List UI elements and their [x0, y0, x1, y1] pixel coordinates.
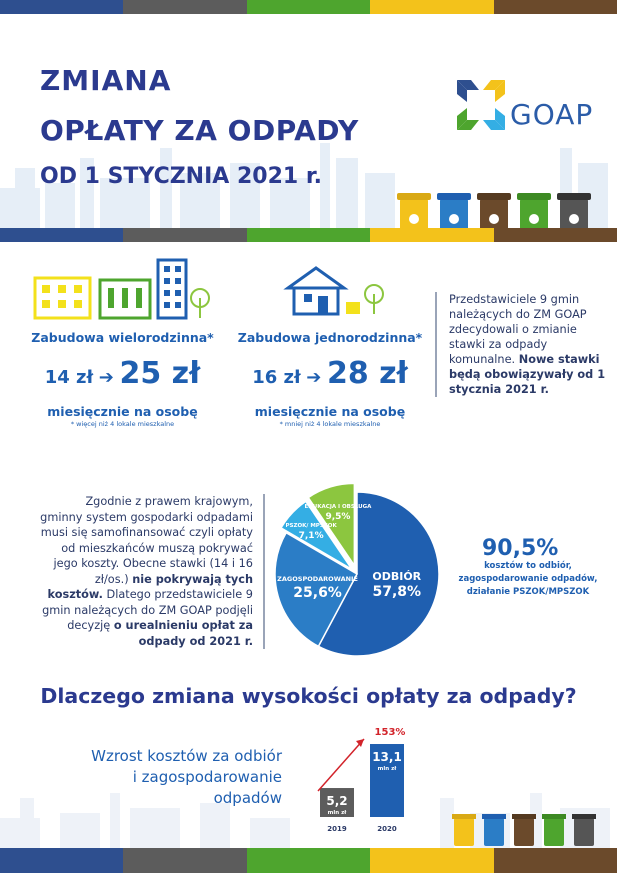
- single-family-label: Zabudowa jednorodzinna*: [237, 330, 423, 345]
- section-question-heading: Dlaczego zmiana wysokości opłaty za odpady?: [40, 684, 577, 708]
- summary-description: kosztów to odbiór, zagospodarowanie odpadów, działanie PSZOK/MPSZOK: [458, 561, 598, 597]
- bar-category-2020: 2020: [377, 825, 397, 833]
- cost-growth-line-1: Wzrost kosztów za odbiór: [91, 747, 282, 765]
- law-bold-2: o urealnieniu opłat za odpady od 2021 r.: [113, 619, 253, 648]
- single-monthly: miesięcznie na osobę: [254, 404, 406, 419]
- multi-monthly: miesięcznie na osobę: [47, 404, 198, 419]
- summary-percent: 90,5%: [482, 536, 559, 561]
- pie-value-2: 7,1%: [298, 531, 324, 542]
- pie-label-3: EDUKACJA I OBSŁUGA: [304, 504, 372, 511]
- pie-label-0: ODBIÓR: [372, 569, 422, 583]
- cost-bar-chart: [308, 717, 428, 842]
- pie-value-0: 57,8%: [372, 583, 422, 600]
- pie-label-1: ZAGOSPODAROWANIE: [277, 575, 358, 584]
- middle-color-stripe: [0, 228, 617, 242]
- decision-info-bold: Nowe stawki będą obowiązywały od 1 stycznia 2021 r.: [449, 353, 606, 396]
- growth-arrow-line: [318, 739, 364, 791]
- law-text-2: Dlatego przedstawiciele 9 gmin należących do ZM GOAP podjęli decyzję: [42, 588, 253, 632]
- cost-growth-line-2: i zagospodarowanie odpadów: [132, 768, 282, 807]
- apartment-buildings-icon: [30, 258, 215, 320]
- bar-value-2020: 13,1: [372, 750, 402, 765]
- multi-family-rate: [30, 356, 215, 391]
- goap-logo-text: GOAP: [510, 98, 594, 131]
- bar-unit-2020: mln zł: [377, 766, 397, 773]
- arrow-right-icon: ➔: [98, 367, 114, 388]
- pie-value-1: 25,6%: [293, 585, 342, 602]
- law-info-box: [40, 494, 265, 649]
- cost-pie-chart: [272, 478, 442, 663]
- multi-old-rate: 14 zł: [44, 367, 94, 388]
- header: [0, 14, 617, 228]
- title-line-3: OD 1 STYCZNIA 2021 r.: [40, 164, 322, 189]
- pie-label-2: PSZOK/ MPSZOK: [285, 523, 337, 530]
- multi-new-rate: 25 zł: [119, 356, 201, 391]
- bar-category-2019: 2019: [327, 825, 347, 833]
- house-icon: [282, 266, 392, 316]
- waste-bins-illustration: [395, 187, 595, 228]
- bottom-color-stripe: [0, 848, 617, 873]
- waste-bins-footer-illustration: [450, 810, 600, 848]
- decision-info-box: [435, 292, 610, 397]
- single-footnote: * mniej niż 4 lokale mieszkalne: [279, 420, 381, 428]
- multi-footnote: * więcej niż 4 lokale mieszkalne: [70, 420, 175, 428]
- bar-value-2019: 5,2: [326, 794, 348, 809]
- title-line-2: OPŁATY ZA ODPADY: [40, 114, 359, 147]
- title-line-1: ZMIANA: [40, 64, 172, 97]
- cost-growth-label: [60, 746, 282, 809]
- single-family-rate: [235, 356, 425, 391]
- bar-unit-2019: mln zł: [327, 810, 347, 817]
- single-old-rate: 16 zł: [252, 367, 301, 388]
- law-bold-1: nie pokrywają tych kosztów.: [47, 572, 253, 601]
- multi-family-label: Zabudowa wielorodzinna*: [31, 330, 214, 345]
- decision-info-text: Przedstawiciele 9 gmin należących do ZM GOAP zdecydowali o zmianie stawki za odpady komunalne.: [449, 293, 587, 366]
- single-new-rate: 28 zł: [326, 356, 408, 391]
- law-text-1: Zgodnie z prawem krajowym, gminny system gospodarki odpadami musi się samofinansować czyli opłaty od mieszkańców muszą pokrywać jego koszty. Obecne stawki (14 i 16 zł/os.): [40, 495, 253, 586]
- growth-annotation: 153%: [374, 727, 406, 738]
- pie-value-3: 9,5%: [325, 512, 351, 523]
- arrow-right-icon: ➔: [306, 367, 322, 388]
- top-color-stripe: [0, 0, 617, 14]
